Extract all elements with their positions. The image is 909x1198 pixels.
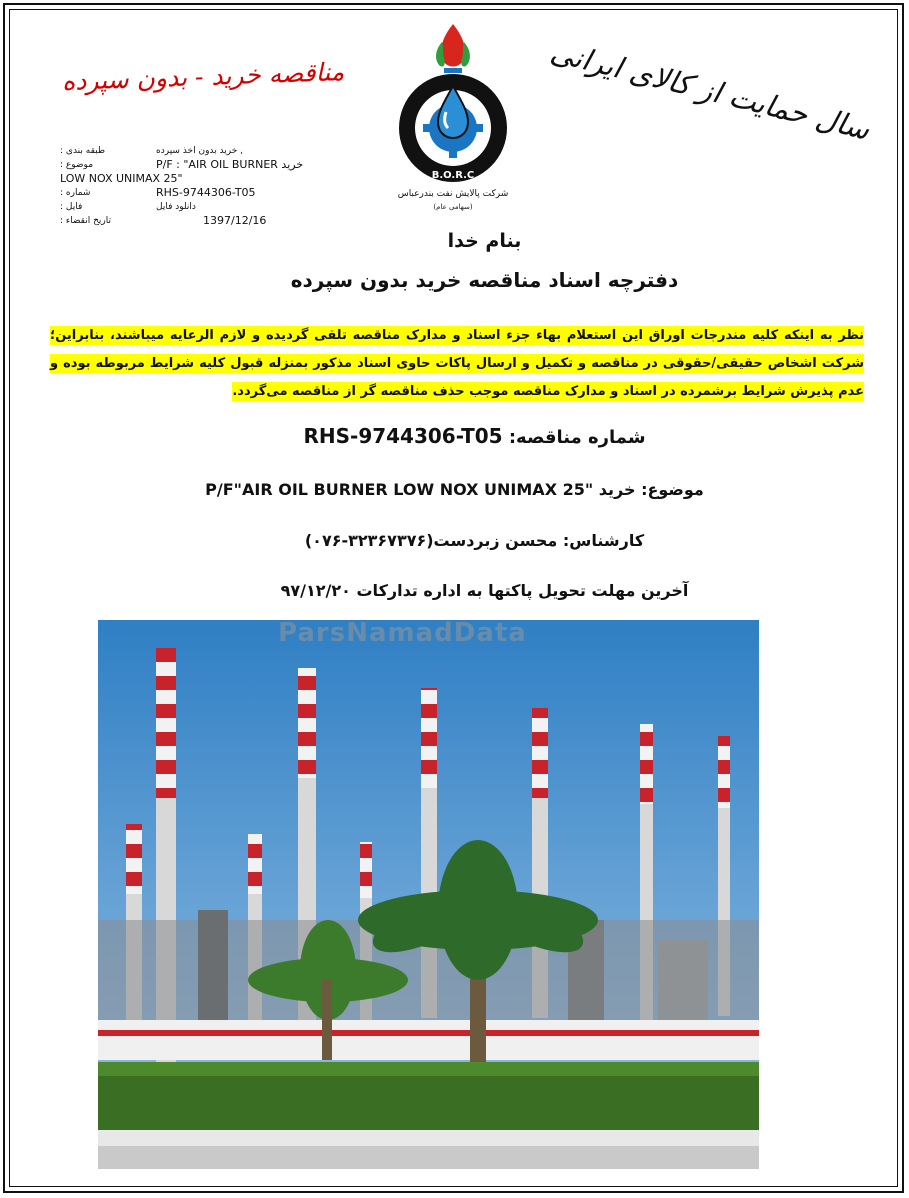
terms-notice-text: نظر به اینکه کلیه مندرجات اوراق این استعلام بهاء جزء اسناد و مدارک مناقصه تلقی گردیده و لازم الرعایه میباشند، بنابراین؛ شرکت اشخاص حقیقی/حقوقی در مناقصه و تکمیل و ارسال پاکات حاوی اسناد مذکور بمنزله قبول کلیه شرایط مربوطه بوده و عدم پذیرش شرایط برشمرده در اسناد و مدارک مناقصه موجب حذف مناقصه گر از مناقصه می‌گردد.	[50, 328, 864, 399]
expiry-value: 1397/12/16	[203, 214, 267, 227]
subject-line: موضوع: خرید "P/F"AIR OIL BURNER LOW NOX UNIMAX 25	[205, 480, 704, 499]
deadline-line: آخرین مهلت تحویل پاکتها به اداره تدارکات ۹۷/۱۲/۲۰	[280, 581, 689, 600]
terms-notice	[50, 322, 864, 406]
number-value: RHS-9744306-T05	[156, 186, 256, 199]
file-label: فایل :	[60, 202, 83, 212]
logo-acronym: B.O.R.C	[431, 170, 475, 181]
slogan-handwriting: سال حمایت از کالای ایرانی	[547, 34, 874, 147]
tender-number-line	[0, 424, 909, 448]
logo-company-name: شرکت پالایش نفت بندرعباس	[397, 189, 509, 199]
borc-logo	[378, 16, 528, 216]
tender-number-label: شماره مناقصه:	[508, 427, 646, 448]
bismillah-heading: بنام خدا	[447, 230, 522, 252]
logo-company-type: (سهامی عام)	[433, 203, 473, 211]
file-download-link[interactable]: دانلود فایل	[156, 202, 196, 212]
watermark: ParsNamadData	[278, 618, 527, 648]
refinery-photo	[98, 620, 759, 1169]
category-value: خرید بدون اخذ سپرده ,	[156, 146, 243, 156]
booklet-title: دفترچه اسناد مناقصه خرید بدون سپرده	[290, 268, 679, 292]
expiry-label: تاریخ انقضاء :	[60, 216, 111, 226]
subject-value: P/F : "AIR OIL BURNER خرید	[156, 158, 304, 171]
expert-line: کارشناس: محسن زبردست(۳۲۳۶۷۳۷۶-۰۷۶)	[304, 531, 645, 550]
tender-type-handwriting: مناقصه خرید - بدون سپرده	[61, 57, 345, 96]
category-label: طبقه بندی :	[60, 146, 105, 156]
tender-number-value: RHS-9744306-T05	[303, 424, 503, 448]
subject-label: موضوع :	[60, 160, 94, 170]
tender-metadata	[60, 144, 340, 228]
subject-value-continued: LOW NOX UNIMAX 25"	[60, 172, 183, 185]
number-label: شماره :	[60, 188, 91, 198]
